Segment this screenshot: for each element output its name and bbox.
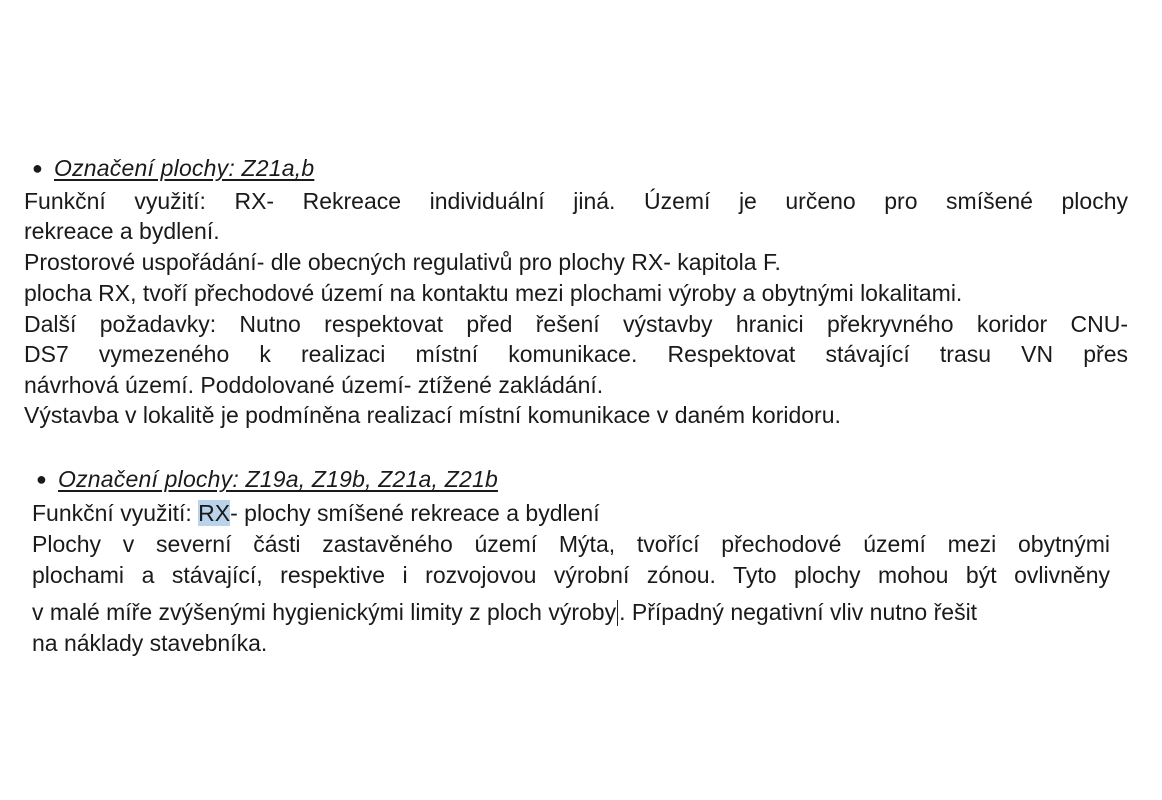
paragraph-line: Prostorové uspořádání- dle obecných regulativů pro plochy RX- kapitola F. [24, 249, 781, 275]
line-text: . Případný negativní vliv nutno řešit [619, 599, 978, 625]
section-heading-text: Označení plochy: Z19a, Z19b, Z21a, Z21b [58, 466, 498, 492]
paragraph-line: Další požadavky: Nutno respektovat před řešení výstavby hranici překryvného koridor CNU- [24, 311, 1128, 337]
selected-text[interactable]: RX [198, 500, 231, 526]
paragraph-line: Plochy v severní části zastavěného území Mýta, tvořící přechodové území mezi obytnými [32, 531, 1110, 557]
line-text: Funkční využití: [32, 500, 199, 526]
section-heading-z19-z21 [36, 466, 498, 493]
text-cursor [617, 600, 618, 626]
paragraph-line [32, 597, 977, 627]
paragraph-line: plochami a stávající, respektive i rozvojovou výrobní zónou. Tyto plochy mohou být ovlivněny [32, 562, 1110, 588]
line-text: - plochy smíšené rekreace a bydlení [230, 500, 600, 526]
bullet-icon: ● [32, 158, 44, 178]
section-heading-z21ab [32, 155, 314, 182]
paragraph-line: Funkční využití: RX- Rekreace individuální jiná. Území je určeno pro smíšené plochy [24, 188, 1128, 214]
paragraph-line: návrhová území. Poddolované území- ztížené zakládání. [24, 372, 604, 398]
paragraph-line: Výstavba v lokalitě je podmíněna realizací místní komunikace v daném koridoru. [24, 402, 841, 428]
section-heading-text: Označení plochy: Z21a,b [54, 155, 315, 181]
paragraph-line: rekreace a bydlení. [24, 218, 220, 244]
paragraph-line: plocha RX, tvoří přechodové území na kontaktu mezi plochami výroby a obytnými lokalitami. [24, 280, 963, 306]
paragraph-line [32, 498, 600, 528]
bullet-icon: ● [36, 469, 48, 489]
paragraph-line: DS7 vymezeného k realizaci místní komunikace. Respektovat stávající trasu VN přes [24, 341, 1128, 367]
paragraph-line: na náklady stavebníka. [32, 630, 268, 656]
line-text: v malé míře zvýšenými hygienickými limity z ploch výroby [32, 599, 617, 625]
